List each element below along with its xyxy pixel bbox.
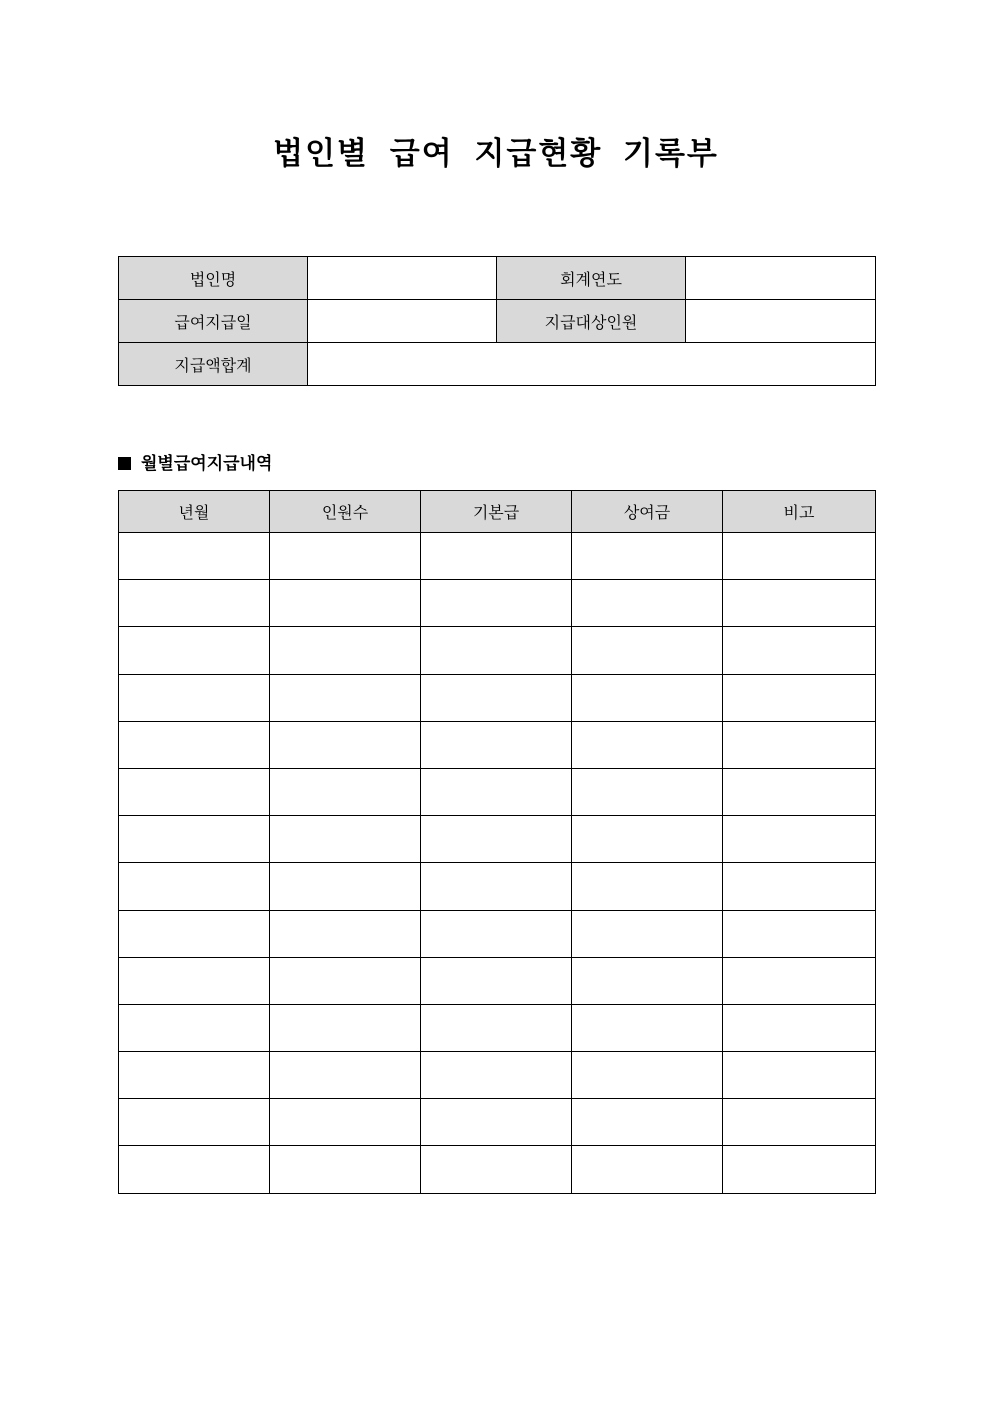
remarks-cell[interactable] xyxy=(723,580,876,627)
remarks-cell[interactable] xyxy=(723,768,876,815)
company-info-table xyxy=(118,256,876,386)
headcount-cell[interactable] xyxy=(270,957,421,1004)
headcount-field[interactable] xyxy=(686,300,876,343)
bonus-cell[interactable] xyxy=(572,1146,723,1193)
page-title: 법인별 급여 지급현황 기록부 xyxy=(273,136,719,172)
bonus-cell[interactable] xyxy=(572,1052,723,1099)
table-row xyxy=(119,816,876,863)
table-row xyxy=(119,1146,876,1193)
bonus-cell[interactable] xyxy=(572,1004,723,1051)
column-header-bonus: 상여금 xyxy=(572,491,723,533)
section-heading xyxy=(118,452,272,476)
base-pay-cell[interactable] xyxy=(421,768,572,815)
year-month-cell[interactable] xyxy=(119,1099,270,1146)
remarks-cell[interactable] xyxy=(723,1052,876,1099)
remarks-cell[interactable] xyxy=(723,721,876,768)
table-row xyxy=(119,1004,876,1051)
remarks-cell[interactable] xyxy=(723,674,876,721)
headcount-cell[interactable] xyxy=(270,674,421,721)
remarks-cell[interactable] xyxy=(723,1099,876,1146)
column-header-headcount: 인원수 xyxy=(270,491,421,533)
column-header-remarks: 비고 xyxy=(723,491,876,533)
table-row xyxy=(119,533,876,580)
remarks-cell[interactable] xyxy=(723,957,876,1004)
table-header-row xyxy=(119,491,876,533)
remarks-cell[interactable] xyxy=(723,816,876,863)
year-month-cell[interactable] xyxy=(119,1146,270,1193)
base-pay-cell[interactable] xyxy=(421,627,572,674)
table-row xyxy=(119,674,876,721)
base-pay-cell[interactable] xyxy=(421,533,572,580)
headcount-cell[interactable] xyxy=(270,1004,421,1051)
table-row xyxy=(119,863,876,910)
base-pay-cell[interactable] xyxy=(421,816,572,863)
base-pay-cell[interactable] xyxy=(421,1099,572,1146)
bonus-cell[interactable] xyxy=(572,627,723,674)
info-row xyxy=(119,343,876,386)
remarks-cell[interactable] xyxy=(723,863,876,910)
year-month-cell[interactable] xyxy=(119,1052,270,1099)
base-pay-cell[interactable] xyxy=(421,674,572,721)
company-name-field[interactable] xyxy=(308,257,497,300)
base-pay-cell[interactable] xyxy=(421,721,572,768)
monthly-pay-table xyxy=(118,490,876,1194)
remarks-cell[interactable] xyxy=(723,910,876,957)
bonus-cell[interactable] xyxy=(572,533,723,580)
year-month-cell[interactable] xyxy=(119,674,270,721)
fiscal-year-label: 회계연도 xyxy=(497,257,686,300)
base-pay-cell[interactable] xyxy=(421,863,572,910)
headcount-cell[interactable] xyxy=(270,1146,421,1193)
bonus-cell[interactable] xyxy=(572,768,723,815)
section-heading-text: 월별급여지급내역 xyxy=(141,454,273,474)
bonus-cell[interactable] xyxy=(572,910,723,957)
column-header-base-pay: 기본급 xyxy=(421,491,572,533)
base-pay-cell[interactable] xyxy=(421,957,572,1004)
headcount-cell[interactable] xyxy=(270,910,421,957)
headcount-cell[interactable] xyxy=(270,863,421,910)
table-row xyxy=(119,580,876,627)
table-row xyxy=(119,627,876,674)
bonus-cell[interactable] xyxy=(572,580,723,627)
square-bullet-icon xyxy=(118,457,131,470)
bonus-cell[interactable] xyxy=(572,674,723,721)
column-header-year-month: 년월 xyxy=(119,491,270,533)
base-pay-cell[interactable] xyxy=(421,1052,572,1099)
base-pay-cell[interactable] xyxy=(421,580,572,627)
company-name-label: 법인명 xyxy=(119,257,308,300)
table-row xyxy=(119,721,876,768)
bonus-cell[interactable] xyxy=(572,957,723,1004)
base-pay-cell[interactable] xyxy=(421,1146,572,1193)
total-amount-label: 지급액합계 xyxy=(119,343,308,386)
base-pay-cell[interactable] xyxy=(421,910,572,957)
headcount-cell[interactable] xyxy=(270,816,421,863)
info-row xyxy=(119,300,876,343)
bonus-cell[interactable] xyxy=(572,816,723,863)
table-row xyxy=(119,1052,876,1099)
table-row xyxy=(119,910,876,957)
year-month-cell[interactable] xyxy=(119,768,270,815)
table-row xyxy=(119,957,876,1004)
table-body xyxy=(119,533,876,1194)
year-month-cell[interactable] xyxy=(119,721,270,768)
total-amount-field[interactable] xyxy=(308,343,876,386)
year-month-cell[interactable] xyxy=(119,580,270,627)
year-month-cell[interactable] xyxy=(119,627,270,674)
pay-date-label: 급여지급일 xyxy=(119,300,308,343)
remarks-cell[interactable] xyxy=(723,627,876,674)
year-month-cell[interactable] xyxy=(119,816,270,863)
headcount-cell[interactable] xyxy=(270,721,421,768)
headcount-cell[interactable] xyxy=(270,580,421,627)
year-month-cell[interactable] xyxy=(119,910,270,957)
headcount-cell[interactable] xyxy=(270,1052,421,1099)
year-month-cell[interactable] xyxy=(119,533,270,580)
headcount-cell[interactable] xyxy=(270,1099,421,1146)
headcount-cell[interactable] xyxy=(270,627,421,674)
fiscal-year-field[interactable] xyxy=(686,257,876,300)
headcount-cell[interactable] xyxy=(270,768,421,815)
table-row xyxy=(119,1099,876,1146)
bonus-cell[interactable] xyxy=(572,863,723,910)
headcount-cell[interactable] xyxy=(270,533,421,580)
table-row xyxy=(119,768,876,815)
bonus-cell[interactable] xyxy=(572,1099,723,1146)
remarks-cell[interactable] xyxy=(723,1004,876,1051)
year-month-cell[interactable] xyxy=(119,863,270,910)
year-month-cell[interactable] xyxy=(119,1004,270,1051)
bonus-cell[interactable] xyxy=(572,721,723,768)
remarks-cell[interactable] xyxy=(723,1146,876,1193)
remarks-cell[interactable] xyxy=(723,533,876,580)
year-month-cell[interactable] xyxy=(119,957,270,1004)
pay-date-field[interactable] xyxy=(308,300,497,343)
base-pay-cell[interactable] xyxy=(421,1004,572,1051)
info-row xyxy=(119,257,876,300)
headcount-label: 지급대상인원 xyxy=(497,300,686,343)
